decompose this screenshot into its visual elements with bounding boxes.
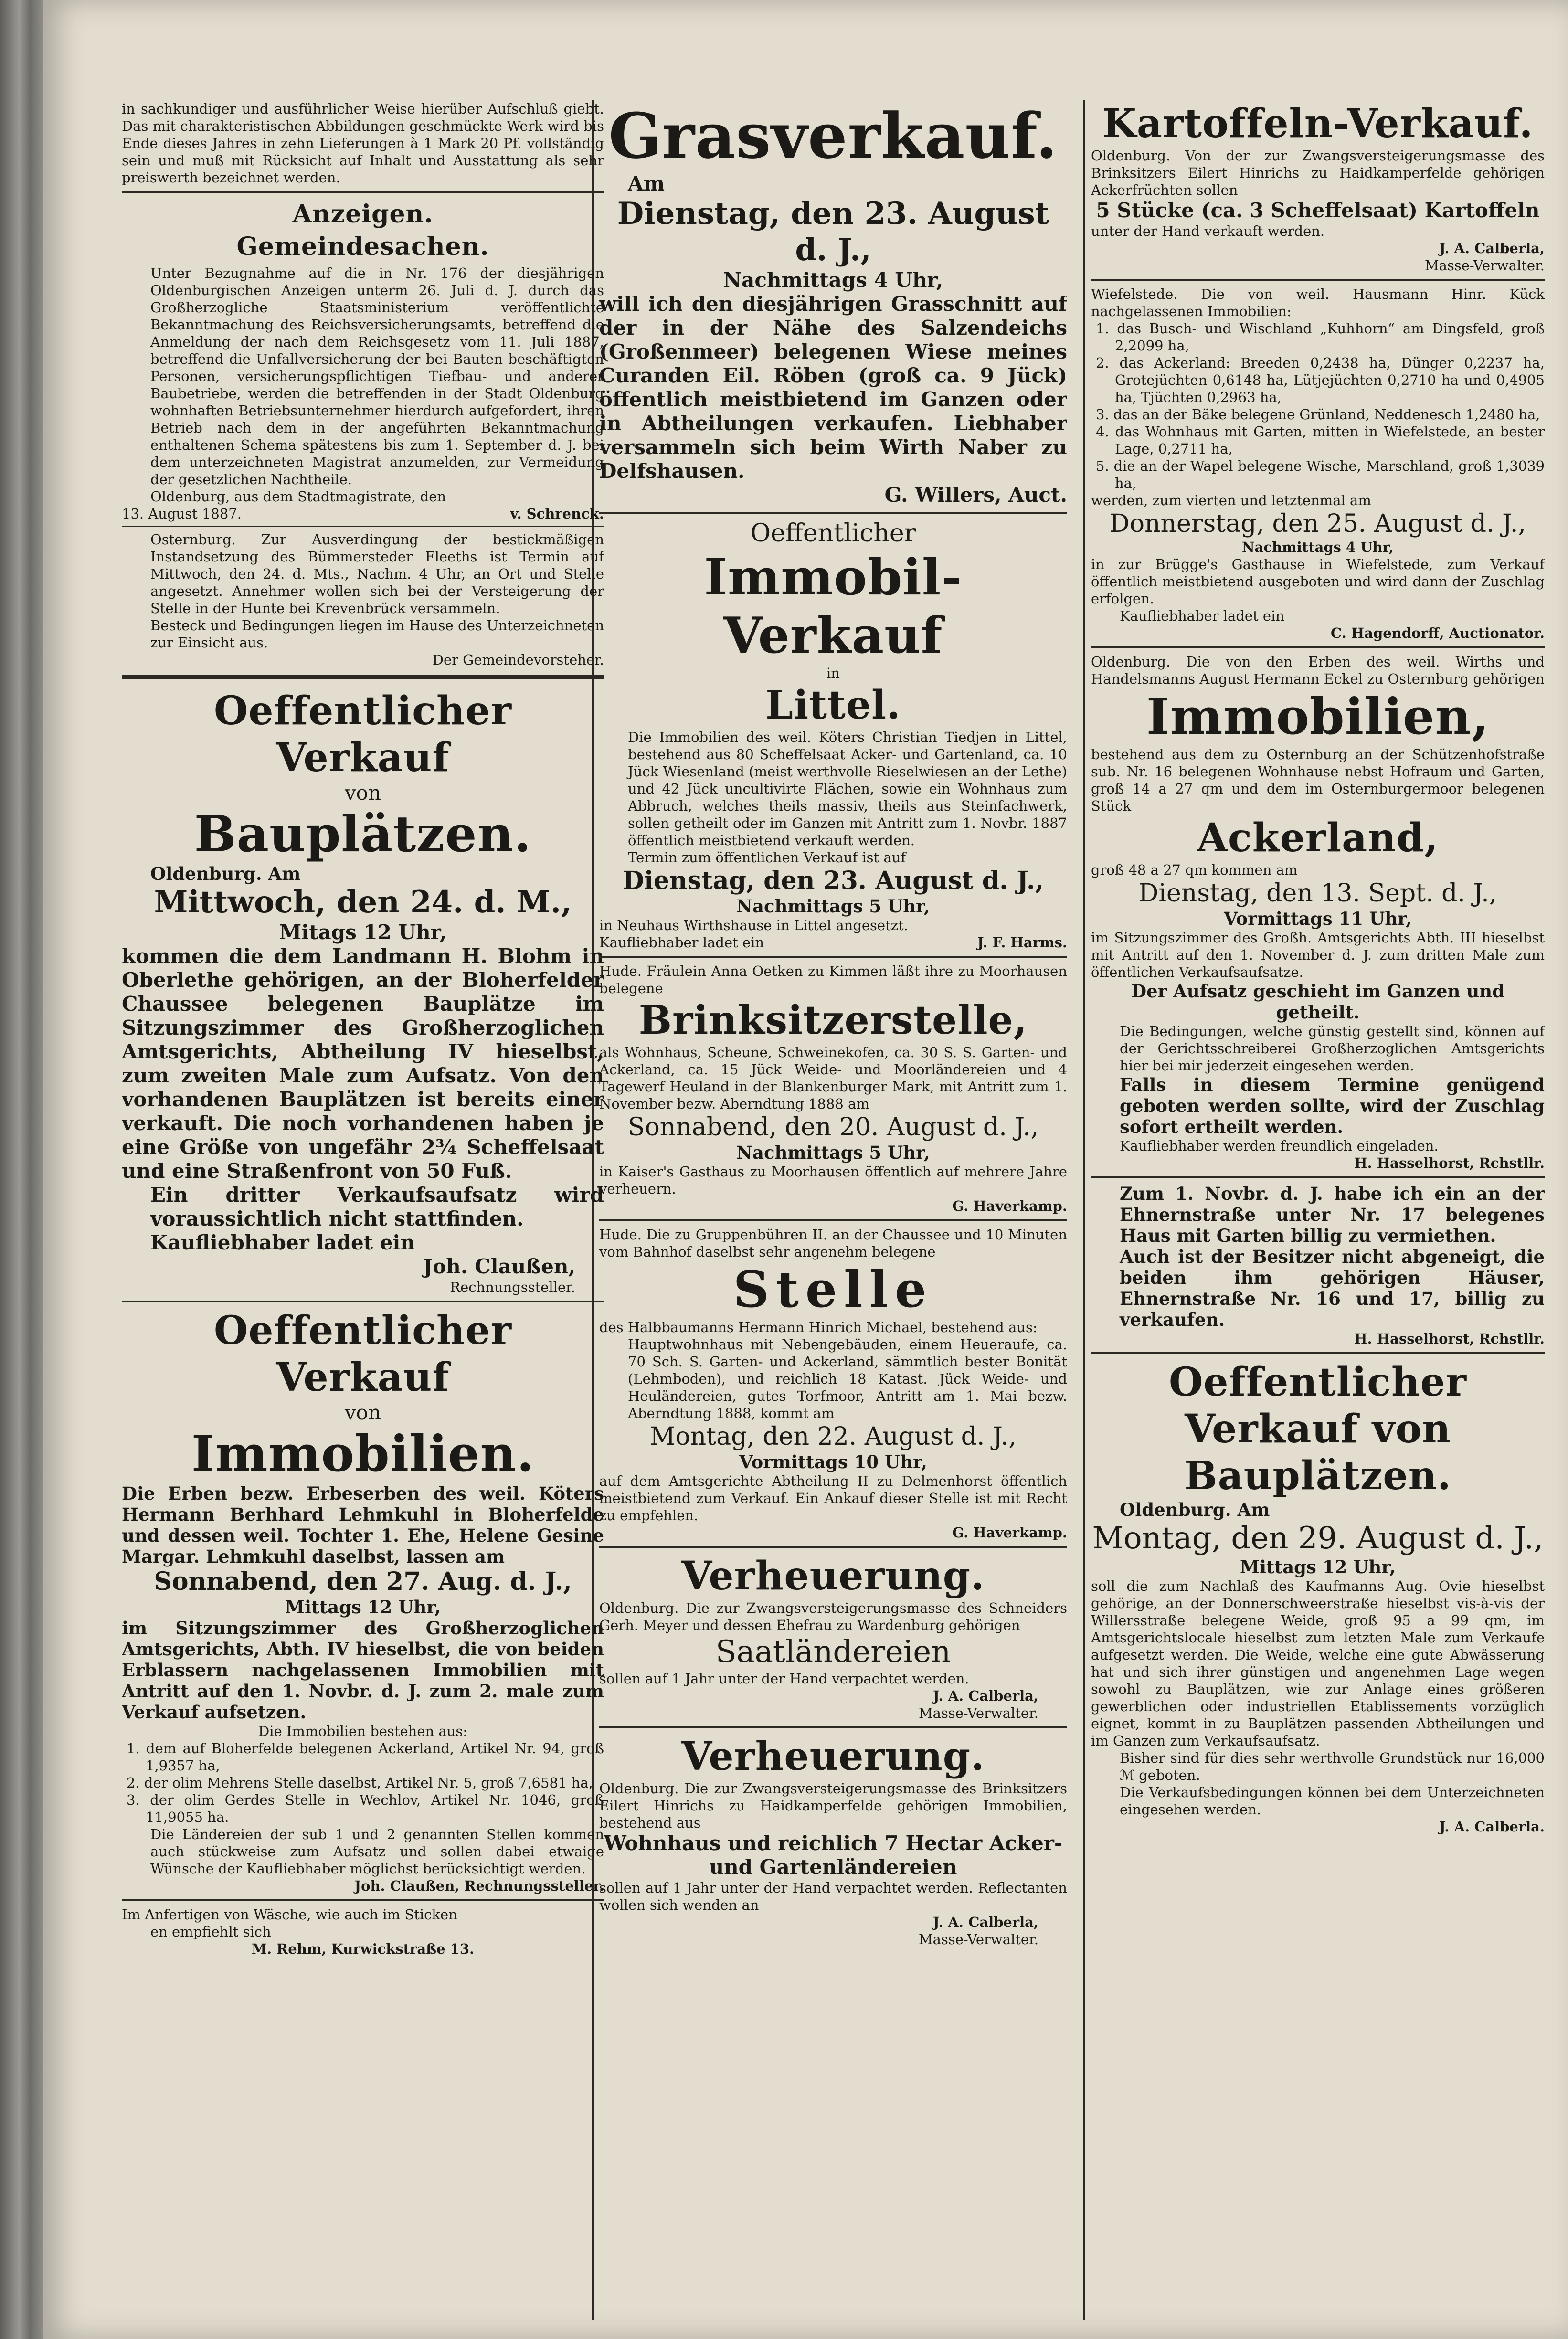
column-1 (122, 100, 604, 2329)
divider (122, 1899, 604, 1901)
divider (599, 1546, 1067, 1548)
ad-list-item: 4. das Wohnhaus mit Garten, mitten in Wiefelstede, an bester Lage, 0,2711 ha, (1096, 423, 1545, 457)
ad-body-bold: Falls in diesem Termine genügend geboten werden sollte, wird der Zuschlag sofort ertheilt werden. (1120, 1074, 1545, 1137)
ad-signature: M. Rehm, Kurwickstraße 13. (251, 1941, 475, 1957)
ad-signature: Joh. Claußen, Rechnungssteller. (354, 1878, 604, 1894)
ad-body: Die Immobilien des weil. Köters Christian Tiedjen in Littel, bestehend aus 80 Scheffelsaat Acker- und Gartenland, ca. 10 Jück Wiesenland (meist werthvolle Rieselwiesen an der Lethe) und 42 Jück uncultivirte Flächen, sowie ein Wohnhaus zum Abbruch, welches theils massiv, theils aus Steinfachwerk, sollen getheilt oder im Ganzen mit Antritt zum 1. Novbr. 1887 öffentlich meistbietend verkauft werden. (628, 729, 1067, 848)
ad-heading: Ackerland, (1197, 815, 1439, 861)
ad-body: Kaufliebhaber werden freundlich eingeladen. (1120, 1138, 1439, 1154)
divider (599, 1726, 1067, 1728)
ad-list-item: 2. der olim Mehrens Stelle daselbst, Artikel Nr. 5, groß 7,6581 ha, (127, 1775, 593, 1791)
notice-text: Osternburg. Zur Ausverdingung der bestickmäßigen Instandsetzung des Bümmersteder Fleeths ist Termin auf Mittwoch, den 24. d. Mts., Nachm. 4 Uhr, an Ort und Stelle angesetzt. Annehmer wollen sich bei der Versteigerung der Stelle in der Hunte bei Krevenbrück versammeln. (150, 531, 604, 616)
ad-list-item: 5. die an der Wapel belegene Wische, Marschland, groß 1,3039 ha, (1096, 458, 1545, 491)
notice-signature: v. Schrenck. (510, 506, 604, 522)
page-binding-edge (0, 0, 43, 2339)
ad-subheading: in (826, 665, 840, 681)
ad-heading: Oeffentlicher Verkauf (213, 1308, 512, 1400)
ad-body: Kaufliebhaber ladet ein (1120, 608, 1285, 624)
ad-body: als Wohnhaus, Scheune, Schweinekofen, ca. 30 S. S. Garten- und Ackerland, ca. 15 Jück Weide- und Moorländereien und 4 Tagewerf Heuland in der Blankenburger Mark, mit Antritt zum 1. November bezw. Aberndtung 1888 am (599, 1044, 1067, 1112)
ad-subheading: von (344, 781, 381, 804)
ad-date: Montag, den 22. August d. J., (650, 1422, 1017, 1451)
ad-body: Im Anfertigen von Wäsche, wie auch im Sticken (122, 1906, 457, 1923)
ad-date: Mittwoch, den 24. d. M., (154, 884, 572, 920)
ad-body: en empfiehlt sich (150, 1924, 271, 1940)
ad-heading: Immobil-Verkauf (704, 548, 963, 665)
ad-signature: J. F. Harms. (977, 934, 1067, 951)
ad-heading: Oeffentlicher (1168, 1359, 1467, 1405)
notice-signature: Der Gemeindevorsteher. (432, 652, 604, 668)
ad-body: soll die zum Nachlaß des Kaufmanns Aug. Ovie hieselbst gehörige, an der Donnerschweerstraße hieselbst vis-à-vis der Willersstraße belegene Weide, groß 95 a 99 qm, im Amtsgerichtslocale hieselbst zum letzten Male zum Verkaufe aufgesetzt werden. Die Weide, welche eine gute Abwässerung hat und sich ihrer günstigen und angenehmen Lage wegen sowohl zu Bauplätzen, wie zur Anlage eines größeren gewerblichen oder industriellen Etablissements vorzüglich eignet, kommt in zu Bauplätzen passenden Abtheilungen und im Ganzen zum Verkaufsaufsatz. (1091, 1578, 1545, 1749)
ad-list-item: 3. der olim Gerdes Stelle in Wechlov, Artikel Nr. 1046, groß 11,9055 ha. (127, 1792, 604, 1825)
ad-body: in Kaiser's Gasthaus zu Moorhausen öffentlich auf mehrere Jahre verheuern. (599, 1164, 1067, 1197)
ad-body: Hauptwohnhaus mit Nebengebäuden, einem Heueraufe, ca. 70 Sch. S. Garten- und Ackerland, sämmtlich bester Bonität (Lehmboden), und reichlich 18 Katast. Jück Weide- und Heuländereien, gutes Torfmoor, Antritt am 1. Mai bezw. Aberndtung 1888, kommt am (628, 1336, 1067, 1421)
ad-heading: Immobilien. (191, 1424, 535, 1483)
notice-date: 13. August 1887. (122, 506, 242, 522)
column-2 (599, 100, 1067, 2329)
ad-body: Die Ländereien der sub 1 und 2 genannten Stellen kommen auch stückweise zum Aufsatz und sollen dabei etwaige Wünsche der Kaufliebhaber möglichst berücksichtigt werden. (150, 1826, 604, 1877)
ad-body: Termin zum öffentlichen Verkauf ist auf (628, 849, 906, 866)
ad-body: Hude. Fräulein Anna Oetken zu Kimmen läßt ihre zu Moorhausen belegene (599, 963, 1067, 996)
ad-body: des Halbbaumanns Hermann Hinrich Michael, bestehend aus: (599, 1319, 1038, 1335)
ad-signature: J. A. Calberla, (932, 1914, 1038, 1930)
ad-signature-title: Rechnungssteller. (450, 1279, 575, 1295)
ad-heading: Oeffentlicher Verkauf (213, 688, 512, 781)
divider (599, 956, 1067, 958)
ad-time: Nachmittags 5 Uhr, (736, 1142, 930, 1163)
divider (1091, 1352, 1545, 1354)
ad-body: im Sitzungszimmer des Großh. Amtsgerichts Abth. III hieselbst mit Antritt auf den 1. November d. J. zum dritten Male zum öffentlichen Verkaufsaufsatze. (1091, 930, 1545, 980)
ad-heading: Grasverkauf. (608, 100, 1058, 172)
ad-heading: Brinksitzerstelle, (638, 997, 1028, 1043)
notice-place: Oldenburg, aus dem Stadtmagistrate, den (150, 488, 446, 505)
ad-signature: G. Haverkamp. (952, 1198, 1067, 1214)
ad-body: Oldenburg. Die von den Erben des weil. Wirths und Handelsmanns August Hermann Eckel zu Osternburg gehörigen (1091, 654, 1545, 687)
notice-text: Unter Bezugnahme auf die in Nr. 176 der diesjährigen Oldenburgischen Anzeigen unterm 26. Juli d. J. durch das Großherzogliche Staatsministerium veröffentlichte Bekanntmachung des Reichsversicherungsamts, betreffend die Anmeldung der nach dem Reichsgesetz vom 11. Juli 1887, betreffend die Unfallversicherung der bei Bauten beschäftigten Personen, versicherungspflichtigen Tiefbau- und anderer Baubetriebe, werden die betreffenden in der Stadt Oldenburg wohnhaften Betriebsunternehmer hierdurch aufgefordert, ihren Betrieb nach dem in der angeführten Bekanntmachung enthaltenen Schema spätestens bis zum 1. September d. J. bei dem unterzeichneten Magistrat anzumelden, zur Vermeidung der gesetzlichen Nachtheile. (150, 265, 604, 487)
ad-signature: H. Hasselhorst, Rchstllr. (1354, 1155, 1545, 1171)
divider (122, 1301, 604, 1302)
ad-heading: Saatländereien (715, 1634, 951, 1670)
ad-time: Mittags 12 Uhr, (1240, 1556, 1396, 1577)
column-rule (1083, 100, 1085, 2320)
ad-signature: J. A. Calberla, (1439, 240, 1545, 256)
ad-signature: G. Haverkamp. (952, 1524, 1067, 1541)
ad-body: Die Verkaufsbedingungen können bei dem Unterzeichneten eingesehen werden. (1120, 1784, 1545, 1818)
ad-signature: H. Hasselhorst, Rchstllr. (1354, 1331, 1545, 1347)
ad-time: Mittags 12 Uhr, (285, 1597, 441, 1618)
ad-date: Montag, den 29. August d. J., (1092, 1521, 1544, 1556)
ad-place: Oldenburg. Am (150, 863, 301, 884)
ad-time: Mitags 12 Uhr, (279, 921, 447, 944)
ad-signature: J. A. Calberla. (1439, 1819, 1545, 1835)
ad-body: auf dem Amtsgerichte Abtheilung II zu Delmenhorst öffentlich meistbietend zum Verkauf. Ein Ankauf dieser Stelle ist mit Recht zu empfehlen. (599, 1473, 1067, 1524)
divider (1091, 646, 1545, 648)
ad-body: Die Bedingungen, welche günstig gestellt sind, können auf der Gerichtsschreiberei Großherzoglichen Amtsgerichts hier bei mir jederzeit eingesehen werden. (1120, 1023, 1545, 1074)
ad-body: Wiefelstede. Die von weil. Hausmann Hinr. Kück nachgelassenen Immobilien: (1091, 286, 1545, 319)
ad-date: Donnerstag, den 25. August d. J., (1110, 509, 1526, 538)
ad-heading: Kartoffeln-Verkauf. (1102, 101, 1534, 147)
ad-body: Ein dritter Verkaufsaufsatz wird voraussichtlich nicht stattfinden. (150, 1183, 604, 1230)
ad-list-heading: Die Immobilien bestehen aus: (258, 1723, 468, 1739)
ad-heading: Stelle (733, 1260, 933, 1319)
ad-heading: Bauplätzen. (194, 804, 532, 863)
divider (599, 1219, 1067, 1221)
ad-signature: G. Willers, Auct. (884, 483, 1067, 507)
ad-signature: J. A. Calberla, (932, 1688, 1038, 1704)
ad-heading: Verheuerung. (681, 1553, 985, 1599)
intro-paragraph: in sachkundiger und ausführlicher Weise hierüber Aufschluß giebt. Das mit charakteristischen Abbildungen geschmückte Werk wird bis Ende dieses Jahres in zehn Lieferungen à 1 Mark 20 Pf. vollständig sein und muß mit Rücksicht auf Inhalt und Ausstattung als sehr preiswerth bezeichnet werden. (122, 101, 604, 186)
divider (122, 675, 604, 681)
ad-signature-title: Masse-Verwalter. (1424, 257, 1545, 274)
notice-footer (122, 505, 604, 522)
ad-heading: Oeffentlicher (750, 519, 916, 548)
ad-body: will ich den diesjährigen Grasschnitt auf der in der Nähe des Salzendeichs (Großenmeer) belegenen Wiese meines Curanden Eil. Röben (groß ca. 9 Jück) öffentlich meistbietend im Ganzen oder in Abtheilungen verkaufen. Liebhaber versammeln sich beim Wirth Naber zu Delfshausen. (599, 292, 1067, 483)
ad-body: bestehend aus dem zu Osternburg an der Schützenhofstraße sub. Nr. 16 belegenen Wohnhause nebst Hofraum und Garten, groß 14 a 27 qm und dem im Osternburgermoor belegenen Stück (1091, 746, 1545, 814)
ad-body-bold: Wohnhaus und reichlich 7 Hectar Acker- und Gartenländereien (604, 1831, 1063, 1879)
notice-text: Besteck und Bedingungen liegen im Hause des Unterzeichneten zur Einsicht aus. (150, 617, 604, 651)
ad-date: Dienstag, den 13. Sept. d. J., (1138, 879, 1497, 908)
ad-body: Oldenburg. Die zur Zwangsversteigerungsmasse des Brinksitzers Eilert Hinrichs zu Haidkamperfelde gehörigen Immobilien, bestehend aus (599, 1780, 1067, 1831)
ad-body: Kaufliebhaber ladet ein (150, 1231, 415, 1254)
ad-body-bold: Zum 1. Novbr. d. J. habe ich ein an der Ehnernstraße unter Nr. 17 belegenes Haus mit Garten billig zu vermiethen. (1120, 1183, 1545, 1246)
ad-list-item: 2. das Ackerland: Breeden 0,2438 ha, Dünger 0,2237 ha, Grotejüchten 0,6148 ha, Lütjejüchten 0,2710 ha und 0,4905 ha, Tjüchten 0,2963 ha, (1096, 355, 1545, 405)
ad-list-item: 3. das an der Bäke belegene Grünland, Neddenesch 1,2480 ha, (1096, 406, 1540, 423)
ad-body: im Sitzungszimmer des Großherzoglichen Amtsgerichts, Abth. IV hieselbst, die von beiden Erblassern nachgelassenen Immobilien mit Antritt auf den 1. Novbr. d. J. zum 2. male zum Verkauf aufsetzen. (122, 1618, 604, 1723)
ad-body-bold: Der Aufsatz geschieht im Ganzen und getheilt. (1131, 981, 1505, 1023)
ad-body-bold: 5 Stücke (ca. 3 Scheffelsaat) Kartoffeln (1096, 199, 1540, 222)
ad-date: Dienstag, den 23. August d. J., (617, 196, 1049, 268)
ad-body: in Neuhaus Wirthshause in Littel angesetzt. (599, 917, 908, 933)
ad-body: Oldenburg. Von der zur Zwangsversteigerungsmasse des Brinksitzers Eilert Hinrichs zu Haidkamperfelde gehörigen Ackerfrüchten sollen (1091, 148, 1545, 198)
ad-list-item: 1. dem auf Bloherfelde belegenen Ackerland, Artikel Nr. 94, groß 1,9357 ha, (127, 1740, 604, 1774)
ad-body: unter der Hand verkauft werden. (1091, 223, 1325, 239)
ad-body: Bisher sind für dies sehr werthvolle Grundstück nur 16,000 ℳ geboten. (1120, 1750, 1545, 1783)
divider (122, 526, 604, 527)
divider (122, 191, 604, 193)
ad-list-item: 1. das Busch- und Wischland „Kuhhorn“ am Dingsfeld, groß 2,2099 ha, (1096, 320, 1545, 354)
ad-time: Vormittags 11 Uhr, (1224, 908, 1412, 929)
divider (1091, 279, 1545, 281)
section-heading-gemeindesachen: Gemeindesachen. (236, 232, 489, 261)
ad-body: Die Erben bezw. Erbeserben des weil. Köters Hermann Berhhard Lehmkuhl in Bloherfelde und dessen weil. Tochter 1. Ehe, Helene Gesine Margar. Lehmkuhl daselbst, lassen am (122, 1483, 604, 1567)
ad-date: Dienstag, den 23. August d. J., (622, 866, 1044, 895)
ad-place: Oldenburg. Am (1120, 1499, 1270, 1520)
ad-footer (599, 934, 1067, 951)
column-3 (1091, 100, 1545, 2329)
ad-heading: Immobilien, (1146, 687, 1490, 746)
ad-place: Am (628, 172, 665, 195)
ad-body: Oldenburg. Die zur Zwangsversteigerungsmasse des Schneiders Gerh. Meyer und dessen Ehefrau zu Wardenburg gehörigen (599, 1600, 1067, 1633)
ad-body: in zur Brügge's Gasthause in Wiefelstede, zum Verkauf öffentlich meistbietend ausgeboten und wird dann der Zuschlag erfolgen. (1091, 556, 1545, 607)
ad-time: Vormittags 10 Uhr, (739, 1451, 927, 1472)
divider (599, 512, 1067, 514)
ad-date: Sonnabend, den 27. Aug. d. J., (154, 1567, 572, 1596)
ad-signature-title: Masse-Verwalter. (918, 1705, 1038, 1721)
ad-heading: Littel. (765, 682, 901, 728)
ad-time: Nachmittags 4 Uhr, (723, 268, 943, 292)
divider (1091, 1176, 1545, 1178)
ad-body: kommen die dem Landmann H. Blohm in Oberlethe gehörigen, an der Bloherfelder Chaussee belegenen Bauplätze im Sitzungszimmer des Großherzoglichen Amtsgerichts, Abtheilung IV hieselbst, zum zweiten Male zum Aufsatz. Von den vorhandenen Bauplätzen ist bereits einer verkauft. Die noch vorhandenen haben je eine Größe von ungefähr 2¾ Scheffelsaat und eine Straßenfront von 50 Fuß. (122, 944, 604, 1183)
ad-body: werden, zum vierten und letztenmal am (1091, 492, 1371, 508)
ad-body-bold: Auch ist der Besitzer nicht abgeneigt, die beiden ihm gehörigen Häuser, Ehnernstraße Nr. 16 und 17, billig zu verkaufen. (1120, 1246, 1545, 1330)
ad-body: sollen auf 1 Jahr unter der Hand verpachtet werden. (599, 1671, 969, 1687)
ad-body: sollen auf 1 Jahr unter der Hand verpachtet werden. Reflectanten wollen sich wenden an (599, 1880, 1067, 1913)
ad-time: Nachmittags 4 Uhr, (1242, 539, 1394, 555)
ad-heading: Verkauf von Bauplätzen. (1184, 1406, 1451, 1499)
ad-heading: Verheuerung. (681, 1734, 985, 1779)
ad-signature: Joh. Claußen, (423, 1255, 575, 1278)
ad-signature-title: Masse-Verwalter. (918, 1931, 1038, 1947)
ad-date: Sonnabend, den 20. August d. J., (627, 1113, 1039, 1142)
ad-time: Nachmittags 5 Uhr, (736, 896, 930, 917)
ad-subheading: von (344, 1401, 381, 1424)
section-heading-anzeigen: Anzeigen. (292, 200, 434, 229)
ad-body: Hude. Die zu Gruppenbühren II. an der Chaussee und 10 Minuten vom Bahnhof daselbst sehr angenehm belegene (599, 1227, 1067, 1260)
ad-body: Kaufliebhaber ladet ein (599, 934, 764, 951)
ad-signature: C. Hagendorff, Auctionator. (1331, 625, 1545, 641)
ad-body: groß 48 a 27 qm kommen am (1091, 862, 1298, 878)
